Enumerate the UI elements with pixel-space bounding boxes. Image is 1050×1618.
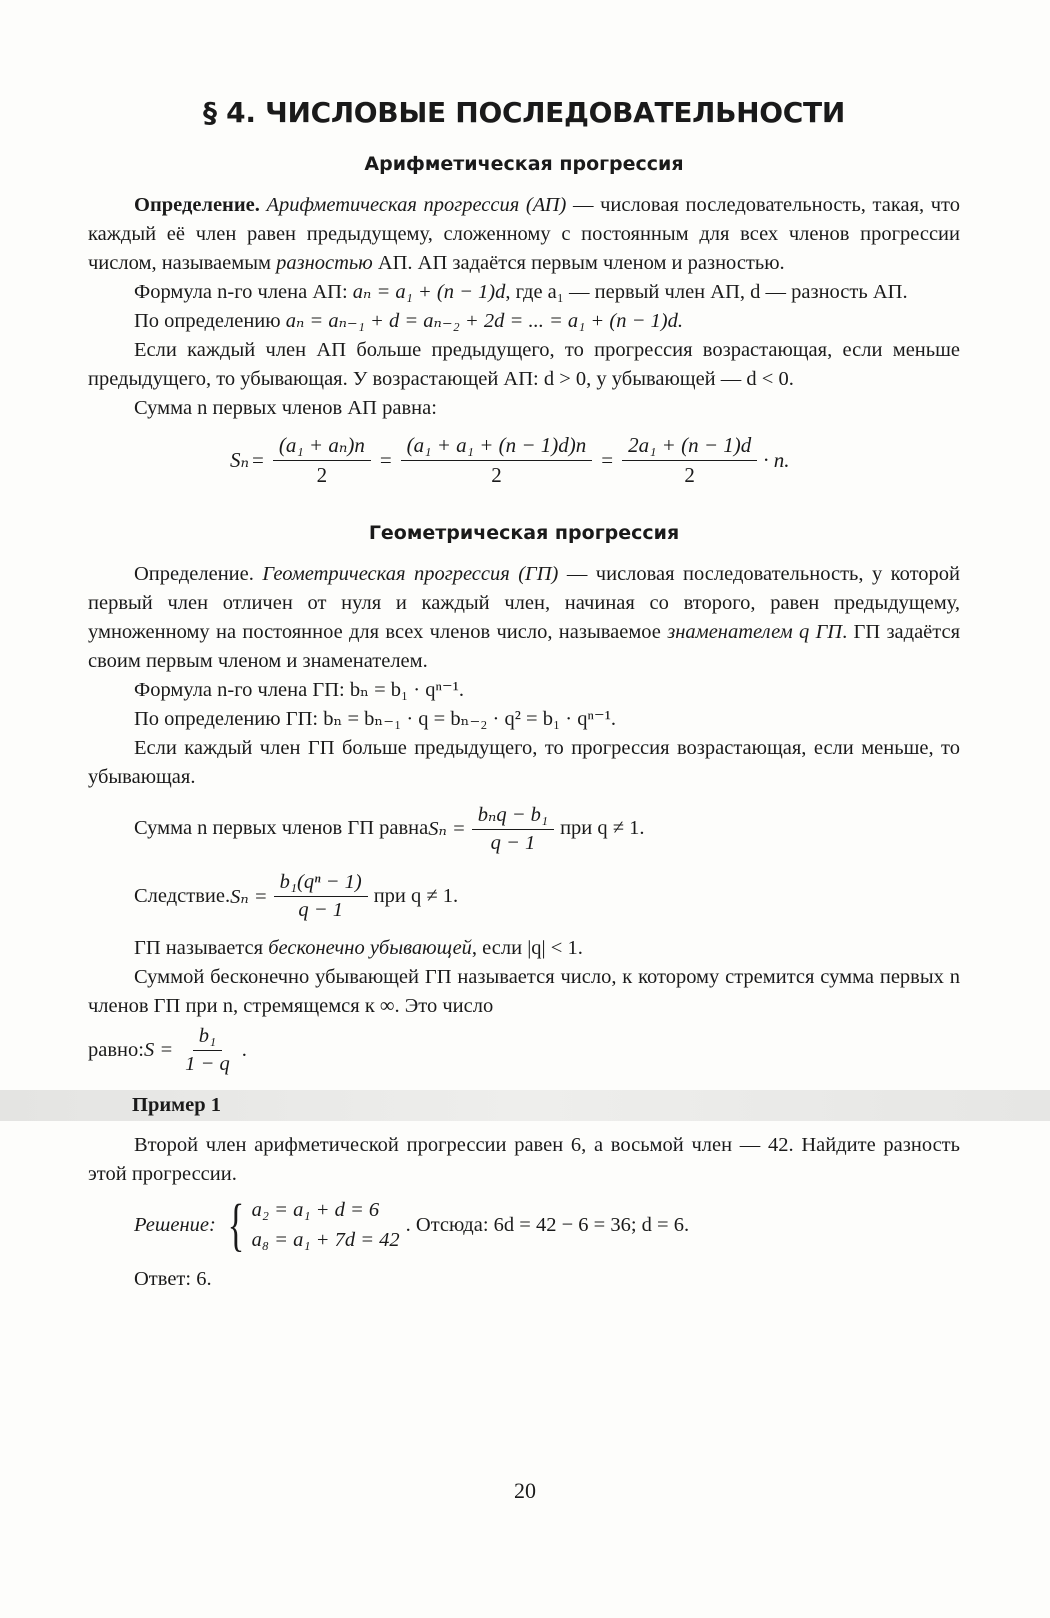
frac-numerator: 2a₁ + (n − 1)d	[622, 433, 757, 461]
example-solution	[134, 1192, 960, 1257]
geom-infinite-sum-text: Суммой бесконечно убывающей ГП называется число, к которому стремится сумма первых n членов ГП при n, стремящемся к ∞. Это число	[88, 966, 960, 1017]
geom-inf-tail: .	[241, 1039, 247, 1061]
geom-sum-label: Сумма n первых членов ГП равна	[134, 817, 429, 839]
geom-monotone: Если каждый член ГП больше предыдущего, то прогрессия возрастающая, если меньше, то убывающая.	[88, 737, 960, 788]
example-answer: Ответ: 6.	[134, 1268, 212, 1290]
geom-cor-cond: при q ≠ 1.	[373, 885, 459, 907]
system-eq1: a₂ = a₁ + d = 6	[251, 1199, 380, 1221]
geom-cor-lhs: Sₙ =	[230, 886, 268, 908]
geom-def-label: Определение.	[134, 563, 254, 585]
geom-infinite-def	[88, 934, 960, 963]
frac-numerator: b₁	[193, 1025, 222, 1051]
frac-denominator: q − 1	[490, 832, 536, 854]
arith-monotone: Если каждый член АП больше предыдущего, то прогрессия возрастающая, если меньше предыдущего, то убывающая. У возрастающей АП: d > 0, у убывающей — d < 0.	[88, 339, 960, 390]
frac-numerator: bₙq − b₁	[472, 802, 554, 830]
system-rows	[252, 1195, 400, 1255]
equation-system	[222, 1192, 400, 1257]
geom-by-definition: По определению ГП: bₙ = bₙ₋₁ · q = bₙ₋₂ · q² = b₁ · qⁿ⁻¹.	[134, 708, 616, 730]
arith-sum-frac3	[622, 433, 757, 488]
equals-sign: =	[252, 448, 264, 472]
geom-infinite-sum-formula	[88, 1025, 960, 1076]
arith-formula-expr: aₙ = a₁ + (n − 1)d	[352, 281, 506, 303]
brace-symbol: {	[227, 1192, 245, 1257]
geom-inf-eq-label: равно:	[88, 1039, 144, 1061]
geom-inf-term: бесконечно убывающей	[268, 937, 472, 959]
arith-def-text1: — числовая последовательность, такая, что каждый её член равен предыдущему, сложенному с постоянным для всех членов прогрессии числом, называемым	[88, 194, 960, 274]
geom-sum-frac	[472, 802, 554, 855]
arith-by-def-label: По определению	[134, 310, 286, 332]
arith-sum-formula	[230, 433, 960, 488]
solution-label: Решение:	[134, 1213, 216, 1236]
frac-numerator: b₁(qⁿ − 1)	[274, 871, 368, 897]
geom-inf-text2: , если |q| < 1.	[471, 937, 583, 959]
section-title: § 4. ЧИСЛОВЫЕ ПОСЛЕДОВАТЕЛЬНОСТИ	[203, 96, 845, 129]
equals-sign: =	[379, 448, 392, 472]
arith-definition	[88, 191, 960, 278]
frac-denominator: q − 1	[298, 899, 343, 921]
frac-denominator: 2	[316, 463, 328, 487]
arith-def-text2: АП. АП задаётся первым членом и разностью.	[372, 252, 785, 274]
geom-def-text2: . ГП задаётся своим первым членом и знаменателем.	[88, 621, 961, 672]
arith-sum-frac2	[401, 433, 593, 488]
arith-formula-tail: , где a₁ — первый член АП, d — разность АП.	[505, 281, 908, 303]
geom-inf-lhs: S =	[143, 1039, 174, 1061]
arith-sum-lhs: Sₙ	[230, 448, 250, 472]
arith-heading: Арифметическая прогрессия	[364, 153, 684, 175]
arith-sum-frac1	[273, 433, 371, 488]
frac-numerator: (a₁ + aₙ)n	[273, 433, 371, 461]
geom-def-text1: — числовая последовательность, у которой первый член отличен от нуля и каждый член, начиная со второго, равен предыдущему, умноженному на постоянное для всех членов число, называемое	[88, 563, 960, 643]
frac-numerator: (a₁ + a₁ + (n − 1)d)n	[401, 433, 593, 461]
geom-corollary	[134, 871, 960, 922]
geom-def-term: Геометрическая прогрессия (ГП)	[262, 563, 559, 585]
example-text: Второй член арифметической прогрессии равен 6, а восьмой член — 42. Найдите разность этой прогрессии.	[88, 1134, 960, 1185]
arith-def-term: Арифметическая прогрессия (АП)	[266, 194, 567, 216]
geom-corollary-label: Следствие.	[134, 885, 231, 907]
geom-def-term2: знаменателем q ГП	[667, 621, 843, 643]
geom-heading: Геометрическая прогрессия	[368, 522, 680, 544]
equals-sign: =	[601, 448, 614, 472]
geom-nth-formula: Формула n-го члена ГП: bₙ = b₁ · qⁿ⁻¹.	[134, 679, 465, 701]
arith-def-label: Определение.	[134, 194, 260, 216]
geom-cor-frac	[274, 871, 368, 922]
page-number: 20	[514, 1478, 536, 1503]
system-eq2: a₈ = a₁ + 7d = 42	[251, 1229, 400, 1251]
frac-denominator: 2	[491, 463, 502, 487]
geom-sum-lhs: Sₙ =	[428, 818, 466, 840]
arith-formula-label: Формула n-го члена АП:	[134, 281, 353, 303]
arith-by-definition	[88, 307, 960, 336]
geom-inf-text1: ГП называется	[134, 937, 269, 959]
example-heading: Пример 1	[0, 1090, 1050, 1121]
arith-sum-label: Сумма n первых членов АП равна:	[134, 397, 437, 419]
solution-result: . Отсюда: 6d = 42 − 6 = 36; d = 6.	[405, 1213, 690, 1236]
frac-denominator: 1 − q	[185, 1053, 230, 1075]
geom-sum-cond: при q ≠ 1.	[560, 817, 645, 839]
arith-sum-tail: · n.	[763, 448, 790, 472]
arith-def-term2: разностью	[276, 252, 373, 274]
frac-denominator: 2	[684, 463, 695, 487]
geom-inf-frac	[179, 1025, 236, 1076]
arith-by-def-expr: aₙ = aₙ₋₁ + d = aₙ₋₂ + 2d = ... = a₁ + (n − 1)d.	[285, 310, 683, 332]
geom-sum-formula	[134, 802, 960, 855]
arith-nth-formula	[88, 278, 960, 307]
geom-definition	[88, 560, 960, 676]
